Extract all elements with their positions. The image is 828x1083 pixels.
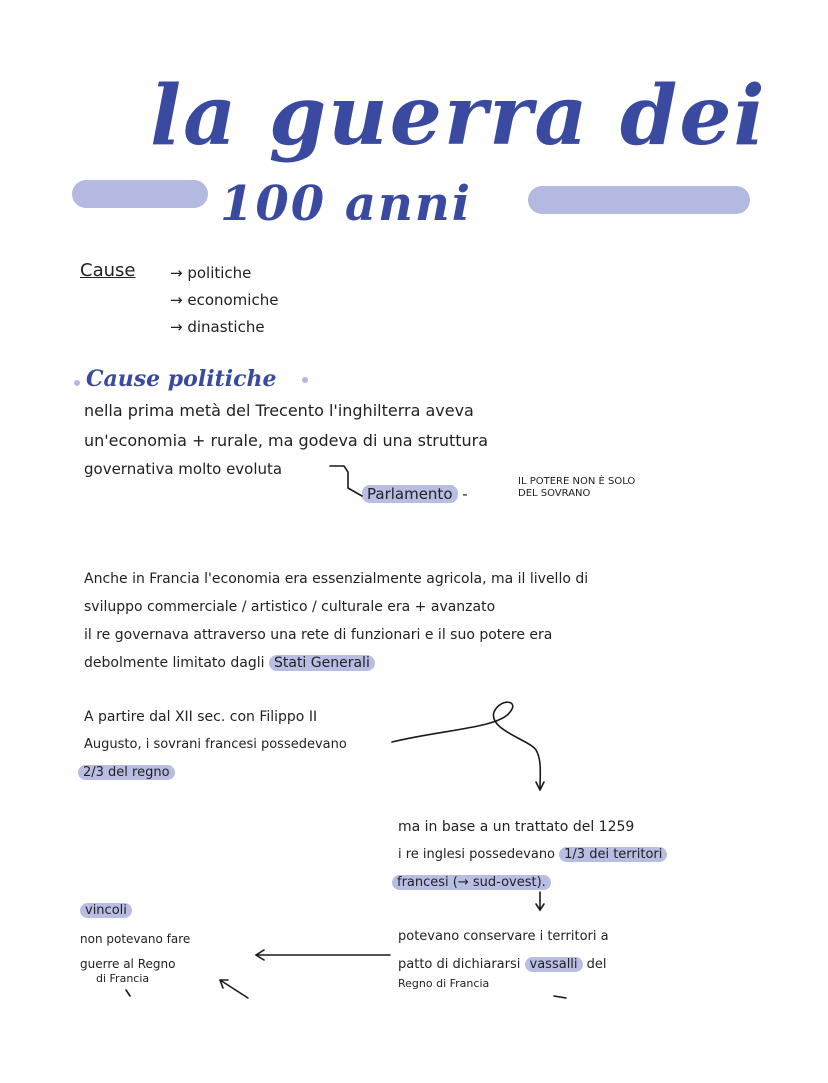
vincoli-line: non potevano fare bbox=[80, 932, 191, 946]
vincoli-line: di Francia bbox=[96, 972, 150, 985]
para2-line: il re governava attraverso una rete di funzionari e il suo potere era bbox=[84, 627, 553, 643]
tick-mark bbox=[126, 990, 130, 996]
para3-line: Augusto, i sovrani francesi possedevano bbox=[84, 737, 347, 752]
cause-item: → politiche bbox=[170, 264, 252, 282]
para2-line: Anche in Francia l'economia era essenzialmente agricola, ma il livello di bbox=[84, 571, 589, 587]
small-dash bbox=[554, 996, 566, 998]
para4-line: i re inglesi possedevano 1/3 dei territori bbox=[398, 846, 667, 864]
title-line-2: 100 anni bbox=[220, 176, 473, 232]
vincoli-line: guerre al Regno bbox=[80, 957, 176, 971]
cause-item: → dinastiche bbox=[170, 318, 265, 336]
bracket-arrow bbox=[330, 466, 362, 496]
para5-line: patto di dichiararsi vassalli del bbox=[398, 957, 607, 972]
para1-line: un'economia + rurale, ma godeva di una struttura bbox=[84, 431, 489, 450]
causes-label: Cause bbox=[80, 260, 136, 281]
parliament-label: Parlamento - bbox=[362, 485, 468, 503]
para5-line: Regno di Francia bbox=[398, 977, 490, 990]
para4-line: ma in base a un trattato del 1259 bbox=[398, 819, 635, 835]
vassalli-highlight: vassalli bbox=[525, 957, 583, 972]
down-arrow-2 bbox=[536, 892, 544, 910]
up-arrow bbox=[220, 980, 248, 998]
vincoli-highlight: vincoli bbox=[80, 902, 132, 920]
loop-arrow bbox=[392, 702, 540, 790]
para3-highlight: 2/3 del regno bbox=[78, 764, 175, 782]
para2-line: sviluppo commerciale / artistico / culturale era + avanzato bbox=[84, 599, 496, 615]
left-arrow bbox=[256, 950, 390, 960]
stati-generali-highlight: Stati Generali bbox=[269, 655, 375, 671]
para2-line: debolmente limitato dagli Stati Generali bbox=[84, 654, 375, 672]
section-heading: Cause politiche bbox=[86, 366, 277, 392]
para5-line: potevano conservare i territori a bbox=[398, 929, 609, 944]
title-line-1: la guerra dei bbox=[150, 68, 767, 164]
para1-line: governativa molto evoluta bbox=[84, 460, 283, 478]
para1-line: nella prima metà del Trecento l'inghilterra aveva bbox=[84, 401, 474, 420]
parliament-note: IL POTERE NON È SOLO DEL SOVRANO bbox=[518, 476, 636, 499]
cause-item: → economiche bbox=[170, 291, 279, 309]
para4-line: francesi (→ sud-ovest). bbox=[392, 874, 551, 892]
para3-line: A partire dal XII sec. con Filippo II bbox=[84, 709, 318, 725]
